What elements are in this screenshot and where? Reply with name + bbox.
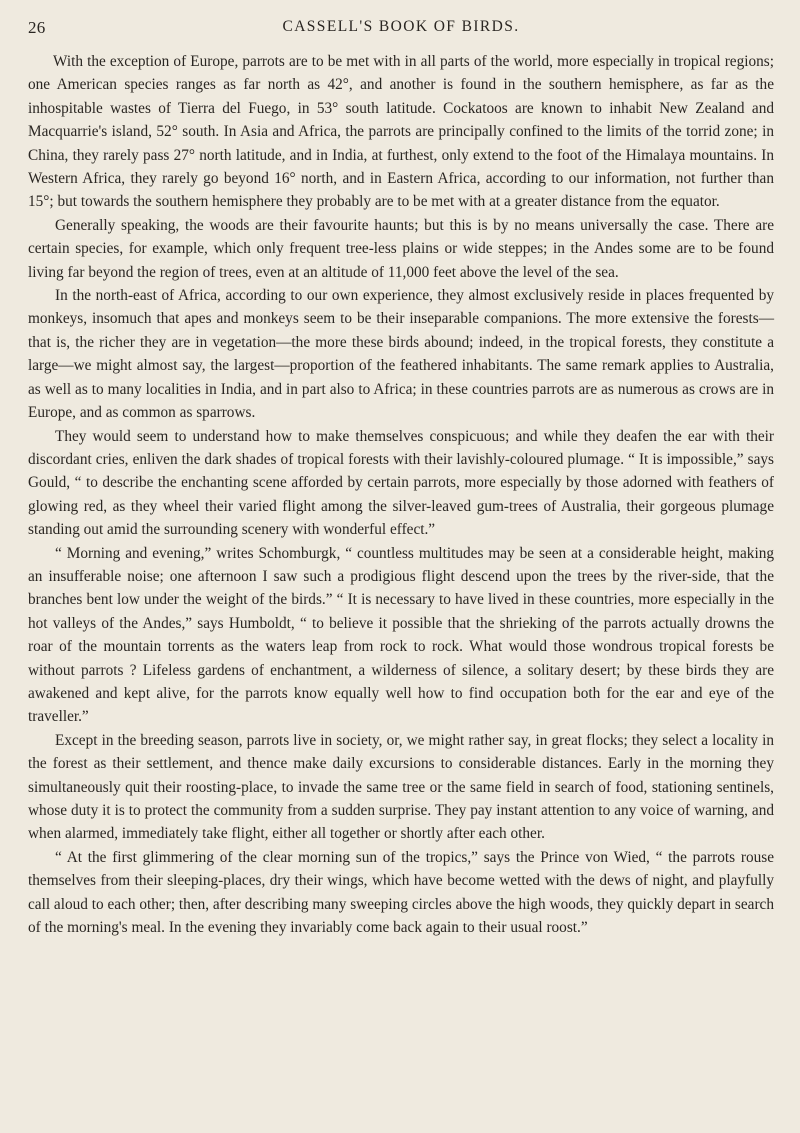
paragraph: Except in the breeding season, parrots live in society, or, we might rather say, in great flocks; they select a locality in the forest as their settlement, and thence make daily excursions to considerable distances. Early in the morning they simultaneously quit their roosting-place, to invade the same tree or the same field in search of food, stationing sentinels, whose duty it is to protect the community from a sudden surprise. They pay instant attention to any voice of warning, and when alarmed, immediately take flight, either all together or shortly after each other. [28,731,774,843]
body-text [28,50,774,939]
paragraph: In the north-east of Africa, according to our own experience, they almost exclusively reside in places frequented by monkeys, insomuch that apes and monkeys seem to be their inseparable companions. The more extensive the forests—that is, the richer they are in vegetation—the more these birds abound; indeed, in the tropical forests, they constitute a large—we might almost say, the largest—proportion of the feathered inhabitants. The same remark applies to Australia, as well as to many localities in India, and in part also to Africa; in these countries parrots are as numerous as crows are in Europe, and as common as sparrows. [28,287,774,422]
paragraph: “ Morning and evening,” writes Schomburgk, “ countless multitudes may be seen at a considerable height, making an insufferable noise; one afternoon I saw such a prodigious flight descend upon the trees by the river-side, that the branches bent low under the weight of the birds.” “ It is necessary to have lived in these countries, more especially in the hot valleys of the Andes,” says Humboldt, “ to believe it possible that the shrieking of the parrots actually drowns the roar of the mountain torrents as the waters leap from rock to rock. What would those wondrous tropical forests be without parrots ? Lifeless gardens of enchantment, a wilderness of silence, a solitary desert; by these birds they are awakened and kept alive, for the parrots know equally well how to find occupation both for the ear and eye of the traveller.” [28,544,774,726]
page-number: 26 [28,18,46,37]
paragraph: They would seem to understand how to make themselves conspicuous; and while they deafen the ear with their discordant cries, enliven the dark shades of tropical forests with their lavishly-coloured plumage. “ It is impossible,” says Gould, “ to describe the enchanting scene afforded by certain parrots, more especially by those adorned with feathers of glowing red, as they wheel their varied flight among the silver-leaved gum-trees of Australia, their gorgeous plumage standing out amid the surrounding scenery with wonderful effect.” [28,427,774,539]
page-header [28,18,774,52]
paragraph: Generally speaking, the woods are their favourite haunts; but this is by no means universally the case. There are certain species, for example, which only frequent tree-less plains or wide steppes; in the Andes some are to be found living far beyond the region of trees, even at an altitude of 11,000 feet above the level of the sea. [28,216,774,281]
paragraph: With the exception of Europe, parrots are to be met with in all parts of the world, more especially in tropical regions; one American species ranges as far north as 42°, and another is found in the southern hemisphere, as far as the inhospitable wastes of Tierra del Fuego, in 53° south latitude. Cockatoos are known to inhabit New Zealand and Macquarrie's island, 52° south. In Asia and Africa, the parrots are principally confined to the limits of the torrid zone; in China, they rarely pass 27° north latitude, and in India, at furthest, only extend to the foot of the Himalaya mountains. In Western Africa, they rarely go beyond 16° north, and in Eastern Africa, according to our information, not further than 15°; but towards the southern hemisphere they probably are to be met with at a greater distance from the equator. [28,53,774,211]
running-head: CASSELL'S BOOK OF BIRDS. [282,18,520,35]
paragraph: “ At the first glimmering of the clear morning sun of the tropics,” says the Prince von Wied, “ the parrots rouse themselves from their sleeping-places, dry their wings, which have become wetted with the dews of night, and playfully call aloud to each other; then, after describing many sweeping circles above the high woods, they quickly depart in search of the morning's meal. In the evening they invariably come back again to their usual roost.” [28,848,774,937]
